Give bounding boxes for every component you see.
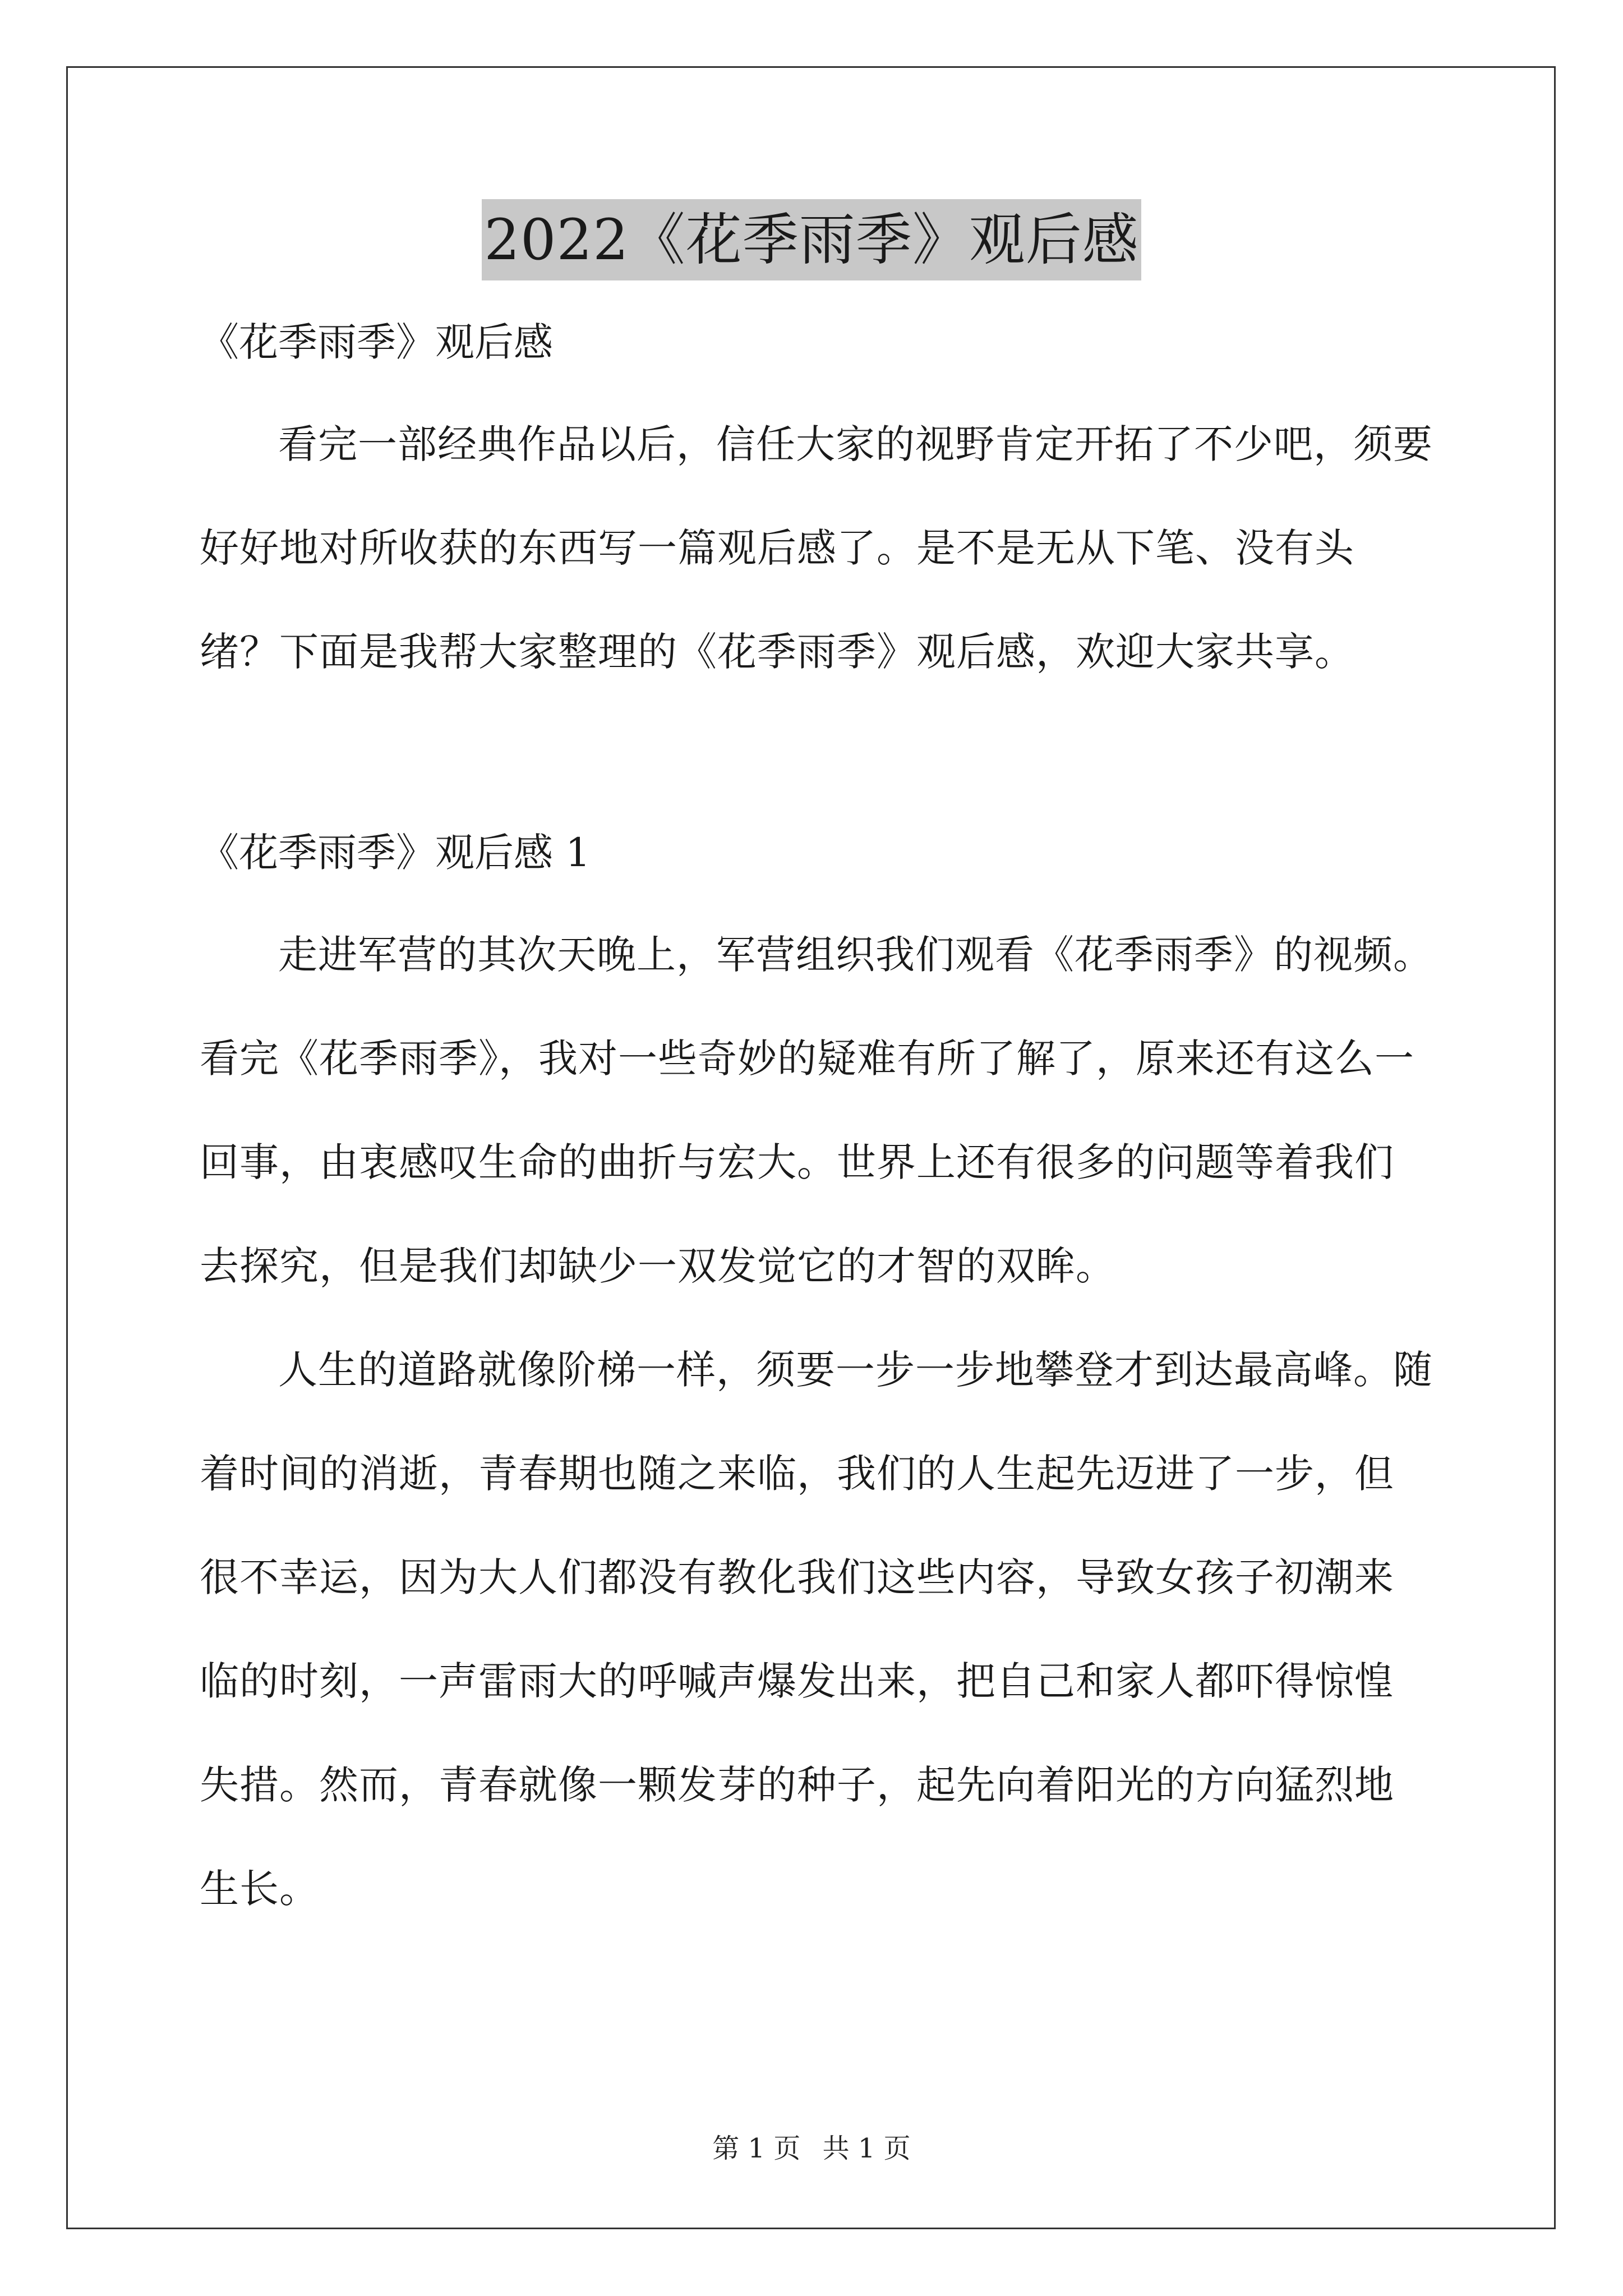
section1-paragraph-2: 人生的道路就像阶梯一样，须要一步一步地攀登才到达最高峰。随着时间的消逝，青春期也随之来临，我们的人生起先迈进了一步，但很不幸运，因为大人们都没有教化我们这些内容，导致女孩子初潮来临的时刻，一声雷雨大的呼喊声爆发出来，把自己和家人都吓得惊惶失措。然而，青春就像一颗发芽的种子，起先向着阳光的方向猛烈地生长。	[200, 1347, 1433, 1912]
section1-paragraph-1: 走进军营的其次天晚上，军营组织我们观看《花季雨季》的视频。看完《花季雨季》，我对一些奇妙的疑难有所了解了，原来还有这么一回事，由衷感叹生命的曲折与宏大。世界上还有很多的问题等着我们去探究，但是我们却缺少一双发觉它的才智的双眸。	[200, 932, 1433, 1289]
document-body	[200, 314, 1433, 1941]
page-number-current: 第 1 页	[712, 2133, 801, 2164]
page-footer	[0, 2132, 1623, 2165]
intro-heading: 《花季雨季》观后感	[200, 319, 553, 365]
intro-paragraph: 看完一部经典作品以后，信任大家的视野肯定开拓了不少吧，须要好好地对所收获的东西写一篇观后感了。是不是无从下笔、没有头绪？下面是我帮大家整理的《花季雨季》观后感，欢迎大家共享。	[200, 421, 1433, 675]
page-number-total: 共 1 页	[822, 2133, 911, 2164]
section1-heading: 《花季雨季》观后感 1	[200, 830, 591, 876]
title-container	[0, 199, 1623, 280]
document-title: 2022《花季雨季》观后感	[482, 199, 1141, 280]
